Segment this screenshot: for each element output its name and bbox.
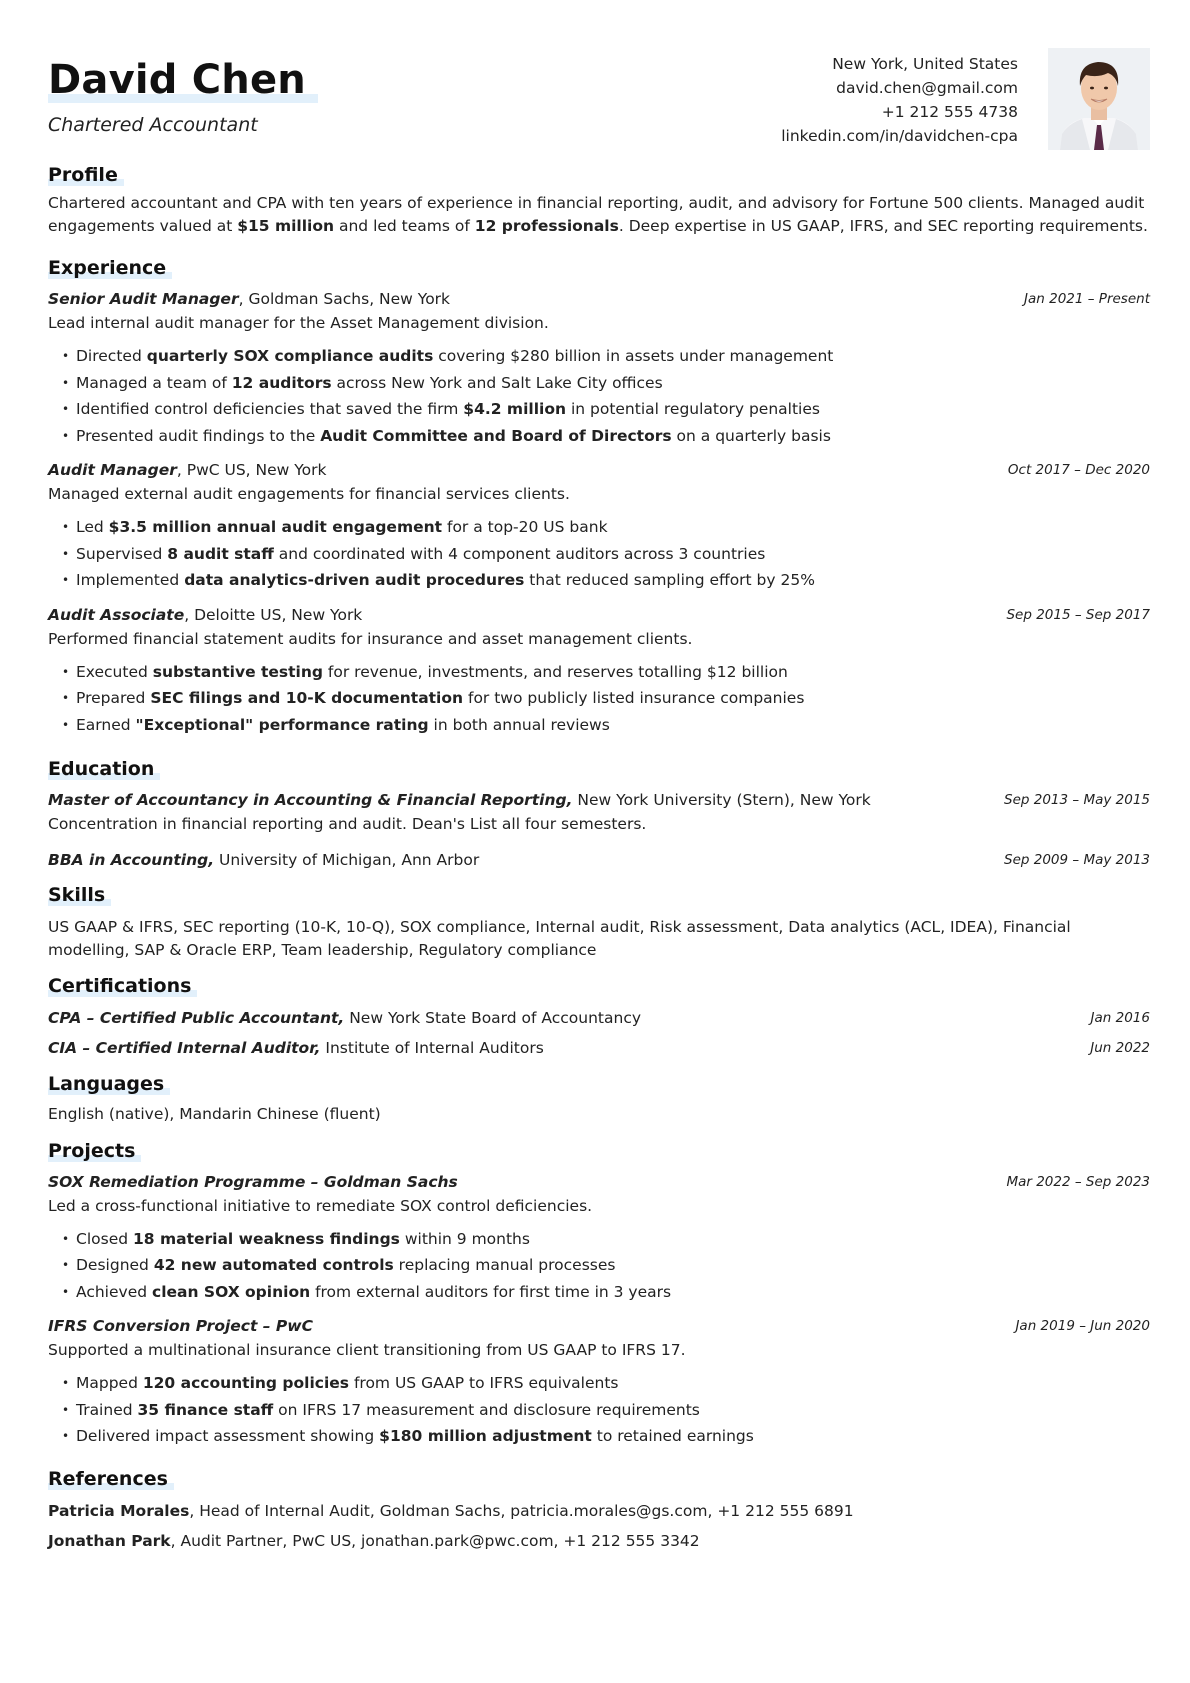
contact-block [781, 52, 1018, 148]
profile-section [48, 164, 1150, 237]
experience-entry [48, 603, 1150, 739]
certification-issuer: Institute of Internal Auditors [320, 1039, 544, 1057]
skills-list: US GAAP & IFRS, SEC reporting (10-K, 10-Q), SOX compliance, Internal audit, Risk assessment, Data analytics (ACL, IDEA), Financial modelling, SAP & Oracle ERP, Team leadership, Regulatory compliance [48, 918, 1071, 959]
bullet-list [48, 1370, 1150, 1450]
contact-linkedin[interactable]: linkedin.com/in/davidchen-cpa [781, 127, 1018, 145]
degree-name: Master of Accountancy in Accounting & Financial Reporting, [48, 791, 573, 809]
certification-item [48, 1003, 1150, 1033]
job-org: , PwC US, New York [176, 461, 327, 479]
job-role: Senior Audit Manager [48, 290, 239, 308]
certification-name: CPA – Certified Public Accountant, [48, 1009, 345, 1027]
section-heading-certifications: Certifications [48, 975, 197, 997]
reference-detail: , Audit Partner, PwC US, jonathan.park@pwc.com, +1 212 555 3342 [170, 1531, 700, 1550]
resume-header [48, 0, 1150, 160]
reference-name: Patricia Morales [48, 1501, 190, 1520]
entry-date: Jan 2021 – Present [1024, 291, 1150, 307]
entry-date: Jan 2019 – Jun 2020 [1015, 1318, 1150, 1334]
languages-section [48, 1073, 1150, 1126]
bullet-item: • Trained 35 finance staff on IFRS 17 measurement and disclosure requirements [62, 1397, 1150, 1424]
entry-header [48, 1170, 1150, 1194]
bullet-item: • Earned "Exceptional" performance rating in both annual reviews [62, 712, 1150, 739]
bullet-item: • Designed 42 new automated controls replacing manual processes [62, 1252, 1150, 1279]
school-name: New York University (Stern), New York [572, 791, 871, 809]
profile-photo [1048, 48, 1150, 150]
education-entry [48, 788, 1150, 836]
job-org: , Deloitte US, New York [184, 605, 363, 624]
contact-phone: +1 212 555 4738 [881, 103, 1018, 121]
entry-header [48, 603, 1150, 627]
entry-date: Jun 2022 [1090, 1040, 1150, 1056]
bullet-list [48, 514, 1150, 594]
bullet-item: • Closed 18 material weakness findings within 9 months [62, 1226, 1150, 1253]
certification-issuer: New York State Board of Accountancy [344, 1009, 642, 1027]
section-heading-skills: Skills [48, 884, 111, 906]
section-heading-languages: Languages [48, 1073, 170, 1095]
education-entry [48, 848, 1150, 872]
job-org: , Goldman Sachs, New York [238, 290, 451, 308]
education-section [48, 758, 1150, 872]
entry-date: Sep 2015 – Sep 2017 [1006, 606, 1150, 623]
section-heading-references: References [48, 1468, 174, 1490]
skills-section [48, 884, 1150, 961]
reference-detail: , Head of Internal Audit, Goldman Sachs, patricia.morales@gs.com, +1 212 555 6891 [189, 1501, 854, 1520]
bullet-item: • Delivered impact assessment showing $180 million adjustment to retained earnings [62, 1423, 1150, 1450]
degree-name: BBA in Accounting, [48, 851, 215, 869]
entry-date: Mar 2022 – Sep 2023 [1006, 1173, 1150, 1190]
languages-list: English (native), Mandarin Chinese (fluent) [48, 1105, 381, 1123]
bullet-item: • Managed a team of 12 auditors across New York and Salt Lake City offices [62, 370, 1150, 397]
entry-date: Oct 2017 – Dec 2020 [1007, 462, 1150, 478]
reference-item [48, 1526, 1150, 1556]
job-role: Audit Associate [48, 605, 185, 624]
entry-header [48, 1314, 1150, 1338]
certification-name: CIA – Certified Internal Auditor, [48, 1039, 321, 1057]
bullet-item: • Directed quarterly SOX compliance audits covering $280 billion in assets under management [62, 343, 1150, 370]
bullet-item: • Supervised 8 audit staff and coordinated with 4 component auditors across 3 countries [62, 541, 1150, 568]
contact-email[interactable]: david.chen@gmail.com [836, 79, 1018, 97]
bullet-list [48, 343, 1150, 449]
entry-date: Sep 2013 – May 2015 [1004, 792, 1150, 808]
entry-date: Sep 2009 – May 2013 [1004, 852, 1150, 868]
entry-header [48, 848, 1150, 872]
contact-location: New York, United States [832, 55, 1018, 73]
bullet-item: • Presented audit findings to the Audit Committee and Board of Directors on a quarterly basis [62, 423, 1150, 450]
entry-description: Concentration in financial reporting and audit. Dean's List all four semesters. [48, 815, 647, 833]
experience-entry [48, 287, 1150, 449]
section-heading-education: Education [48, 758, 160, 780]
projects-section [48, 1140, 1150, 1450]
resume-page [48, 0, 1150, 1556]
entry-header [48, 788, 1150, 812]
portrait-image [1048, 48, 1150, 150]
bullet-item: • Mapped 120 accounting policies from US GAAP to IFRS equivalents [62, 1370, 1150, 1397]
entry-description: Performed financial statement audits for insurance and asset management clients. [48, 629, 693, 648]
candidate-title: Chartered Accountant [48, 114, 258, 136]
project-entry [48, 1170, 1150, 1306]
section-heading-projects: Projects [48, 1140, 141, 1162]
bullet-item: • Implemented data analytics-driven audit procedures that reduced sampling effort by 25% [62, 567, 1150, 594]
profile-summary: Chartered accountant and CPA with ten years of experience in financial reporting, audit, and advisory for Fortune 500 clients. Managed audit engagements valued at $15 million and led teams of 12 professionals. Deep expertise in US GAAP, IFRS, and SEC reporting requirements. [48, 194, 1148, 235]
entry-header [48, 287, 1150, 311]
reference-name: Jonathan Park [48, 1531, 171, 1550]
entry-description: Managed external audit engagements for financial services clients. [48, 485, 570, 503]
school-name: University of Michigan, Ann Arbor [214, 851, 480, 869]
section-heading-experience: Experience [48, 257, 172, 279]
experience-entry [48, 458, 1150, 594]
job-role: Audit Manager [48, 461, 177, 479]
bullet-list [48, 659, 1150, 739]
entry-description: Lead internal audit manager for the Asset Management division. [48, 314, 549, 332]
bullet-item: • Led $3.5 million annual audit engagement for a top-20 US bank [62, 514, 1150, 541]
project-entry [48, 1314, 1150, 1450]
bullet-item: • Executed substantive testing for revenue, investments, and reserves totalling $12 billion [62, 659, 1150, 686]
certification-item [48, 1033, 1150, 1063]
bullet-item: • Achieved clean SOX opinion from external auditors for first time in 3 years [62, 1279, 1150, 1306]
bullet-item: • Prepared SEC filings and 10-K documentation for two publicly listed insurance companies [62, 685, 1150, 712]
certifications-section [48, 975, 1150, 1063]
bullet-item: • Identified control deficiencies that saved the firm $4.2 million in potential regulatory penalties [62, 396, 1150, 423]
project-name: IFRS Conversion Project – PwC [48, 1317, 313, 1335]
reference-item [48, 1496, 1150, 1526]
entry-date: Jan 2016 [1090, 1010, 1150, 1026]
candidate-name: David Chen [48, 60, 318, 100]
references-section [48, 1468, 1150, 1556]
entry-header [48, 458, 1150, 482]
project-name: SOX Remediation Programme – Goldman Sachs [48, 1172, 458, 1191]
experience-section [48, 257, 1150, 738]
bullet-list [48, 1226, 1150, 1306]
entry-description: Led a cross-functional initiative to remediate SOX control deficiencies. [48, 1196, 593, 1215]
entry-description: Supported a multinational insurance client transitioning from US GAAP to IFRS 17. [48, 1341, 686, 1359]
section-heading-profile: Profile [48, 164, 124, 186]
